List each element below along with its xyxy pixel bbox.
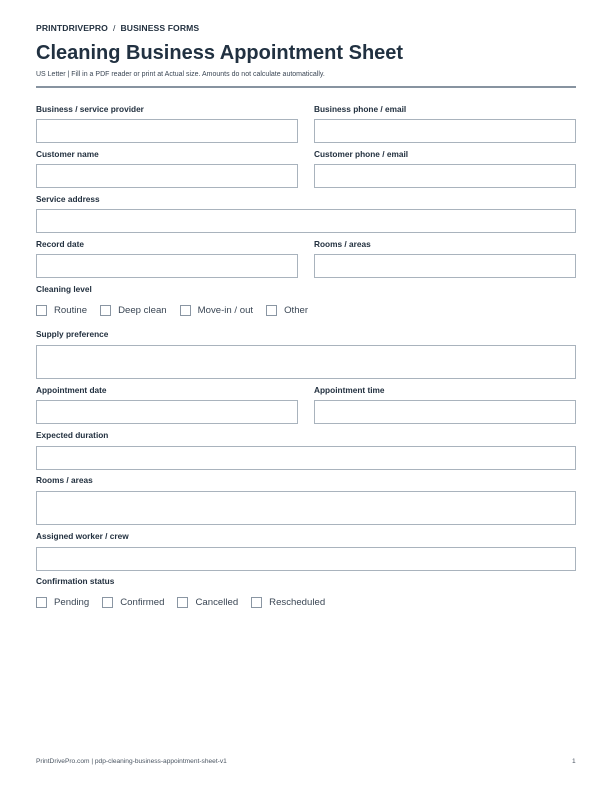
cleaning-routine-label: Routine bbox=[54, 305, 88, 316]
confirmation-status-options bbox=[36, 597, 338, 608]
expected-duration-label: Expected duration bbox=[36, 430, 109, 440]
rooms-areas-top-label: Rooms / areas bbox=[314, 239, 371, 249]
supply-preference-field[interactable] bbox=[36, 345, 576, 379]
page-number: 1 bbox=[572, 758, 576, 765]
status-confirmed-checkbox[interactable] bbox=[102, 597, 113, 608]
service-address-field[interactable] bbox=[36, 209, 576, 233]
appointment-time-field[interactable] bbox=[314, 400, 576, 424]
business-provider-field[interactable] bbox=[36, 119, 298, 143]
breadcrumb bbox=[36, 23, 199, 33]
cleaning-move-label: Move-in / out bbox=[197, 305, 254, 316]
page-subtitle: US Letter | Fill in a PDF reader or print at Actual size. Amounts do not calculate automatically. bbox=[36, 71, 325, 78]
rooms-areas-top-field[interactable] bbox=[314, 254, 576, 278]
cleaning-deep-checkbox[interactable] bbox=[100, 305, 111, 316]
customer-name-label: Customer name bbox=[36, 149, 99, 159]
rooms-areas-field[interactable] bbox=[36, 491, 576, 525]
confirmation-status-label: Confirmation status bbox=[36, 576, 115, 586]
footer-text: PrintDrivePro.com | pdp-cleaning-business-appointment-sheet-v1 bbox=[36, 758, 227, 765]
cleaning-deep-label: Deep clean bbox=[118, 305, 167, 316]
supply-preference-label: Supply preference bbox=[36, 329, 109, 339]
appointment-date-field[interactable] bbox=[36, 400, 298, 424]
breadcrumb-separator: / bbox=[112, 23, 116, 33]
expected-duration-field[interactable] bbox=[36, 446, 576, 470]
customer-name-field[interactable] bbox=[36, 164, 298, 188]
status-confirmed-label: Confirmed bbox=[120, 597, 165, 608]
appointment-date-label: Appointment date bbox=[36, 385, 107, 395]
assigned-worker-field[interactable] bbox=[36, 547, 576, 571]
business-contact-label: Business phone / email bbox=[314, 104, 407, 114]
breadcrumb-brand: PRINTDRIVEPRO bbox=[36, 23, 108, 33]
service-address-label: Service address bbox=[36, 194, 100, 204]
page-title: Cleaning Business Appointment Sheet bbox=[36, 42, 404, 64]
status-cancelled-checkbox[interactable] bbox=[177, 597, 188, 608]
assigned-worker-label: Assigned worker / crew bbox=[36, 531, 129, 541]
rooms-areas-label: Rooms / areas bbox=[36, 475, 93, 485]
cleaning-move-checkbox[interactable] bbox=[180, 305, 191, 316]
status-pending-checkbox[interactable] bbox=[36, 597, 47, 608]
cleaning-other-label: Other bbox=[284, 305, 309, 316]
status-cancelled-label: Cancelled bbox=[195, 597, 239, 608]
status-rescheduled-checkbox[interactable] bbox=[251, 597, 262, 608]
customer-contact-label: Customer phone / email bbox=[314, 149, 409, 159]
status-pending-label: Pending bbox=[54, 597, 90, 608]
cleaning-level-label: Cleaning level bbox=[36, 284, 92, 294]
cleaning-other-checkbox[interactable] bbox=[266, 305, 277, 316]
record-date-label: Record date bbox=[36, 239, 84, 249]
breadcrumb-section: BUSINESS FORMS bbox=[120, 23, 200, 33]
business-contact-field[interactable] bbox=[314, 119, 576, 143]
business-provider-label: Business / service provider bbox=[36, 104, 144, 114]
record-date-field[interactable] bbox=[36, 254, 298, 278]
status-rescheduled-label: Rescheduled bbox=[269, 597, 326, 608]
customer-contact-field[interactable] bbox=[314, 164, 576, 188]
appointment-time-label: Appointment time bbox=[314, 385, 385, 395]
cleaning-level-options bbox=[36, 305, 321, 316]
cleaning-routine-checkbox[interactable] bbox=[36, 305, 47, 316]
header-divider bbox=[36, 86, 576, 88]
